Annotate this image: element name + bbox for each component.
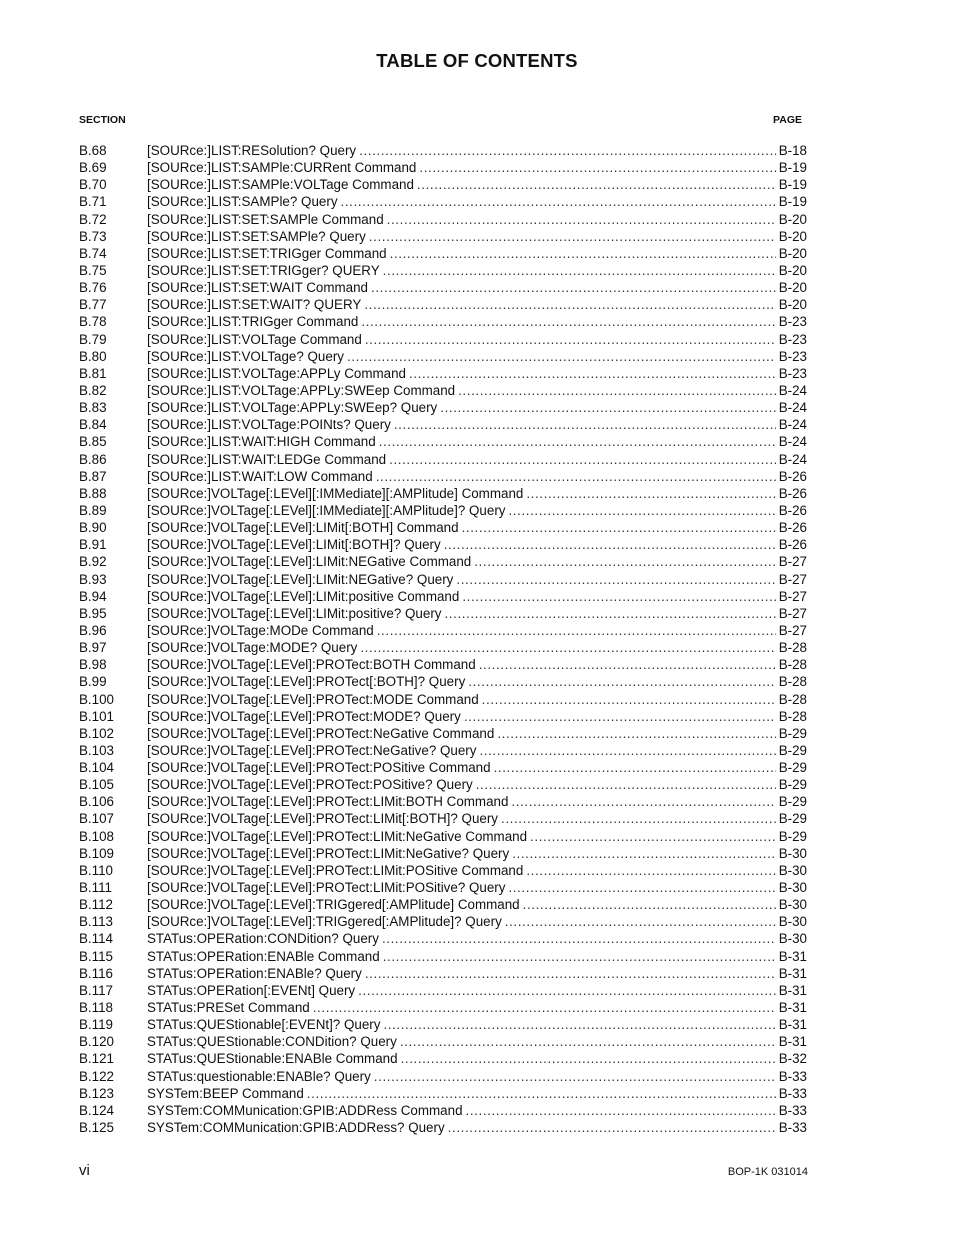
- toc-entry-number: B.100: [79, 691, 114, 707]
- toc-entry[interactable]: [79, 553, 807, 570]
- dot-leader: [347, 348, 776, 365]
- toc-entry-number: B.115: [79, 948, 113, 964]
- toc-entry-number: B.77: [79, 297, 107, 313]
- toc-entry-title: [SOURce:]LIST:VOLTage? Query: [147, 348, 344, 364]
- toc-entry[interactable]: [79, 536, 807, 553]
- dot-leader: [419, 159, 775, 176]
- dot-leader: [526, 485, 775, 502]
- toc-entry-page: B-20: [778, 280, 807, 296]
- toc-entry-number: B.101: [79, 708, 114, 724]
- toc-entry-number: B.116: [79, 965, 113, 981]
- toc-entry[interactable]: [79, 142, 807, 159]
- toc-list: [79, 142, 807, 1136]
- toc-entry-title: [SOURce:]VOLTage[:LEVel]:LIMit:positive Command: [147, 588, 460, 604]
- toc-entry[interactable]: [79, 1050, 807, 1067]
- toc-entry-title: [SOURce:]VOLTage[:LEVel]:PROTect:NeGative? Query: [147, 742, 477, 758]
- toc-entry-page: B-28: [778, 657, 807, 673]
- toc-entry[interactable]: [79, 245, 807, 262]
- toc-entry-title: [SOURce:]LIST:SET:WAIT? QUERY: [147, 297, 362, 313]
- toc-entry-number: B.85: [79, 434, 107, 450]
- section-column-header: SECTION: [79, 114, 126, 126]
- toc-entry-number: B.90: [79, 520, 107, 536]
- dot-leader: [462, 588, 775, 605]
- dot-leader: [369, 228, 776, 245]
- toc-entry[interactable]: [79, 776, 807, 793]
- toc-entry-page: B-20: [778, 245, 807, 261]
- dot-leader: [382, 930, 776, 947]
- toc-entry-title: STATus:QUEStionable:CONDition? Query: [147, 1034, 397, 1050]
- toc-entry-title: [SOURce:]LIST:SET:TRIGger Command: [147, 245, 387, 261]
- toc-entry-page: B-20: [778, 211, 807, 227]
- dot-leader: [341, 193, 776, 210]
- toc-entry-page: B-29: [778, 828, 807, 844]
- toc-entry-page: B-30: [778, 897, 807, 913]
- toc-entry[interactable]: [79, 639, 807, 656]
- toc-entry-number: B.97: [79, 640, 107, 656]
- toc-entry-number: B.114: [79, 931, 113, 947]
- toc-entry-page: B-30: [778, 862, 807, 878]
- toc-entry-title: [SOURce:]VOLTage[:LEVel]:LIMit:NEGative Command: [147, 554, 472, 570]
- dot-leader: [374, 1068, 776, 1085]
- toc-entry-number: B.86: [79, 451, 107, 467]
- toc-entry[interactable]: [79, 1016, 807, 1033]
- dot-leader: [440, 399, 775, 416]
- toc-entry[interactable]: [79, 656, 807, 673]
- dot-leader: [474, 553, 775, 570]
- toc-entry[interactable]: [79, 451, 807, 468]
- toc-entry-title: [SOURce:]VOLTage[:LEVel]:PROTect:NeGative Command: [147, 725, 495, 741]
- dot-leader: [389, 451, 776, 468]
- toc-entry[interactable]: [79, 622, 807, 639]
- toc-entry-title: [SOURce:]VOLTage[:LEVel]:TRIGgered[:AMPlitude] Command: [147, 897, 520, 913]
- dot-leader: [468, 673, 775, 690]
- dot-leader: [511, 793, 775, 810]
- toc-entry-page: B-31: [778, 1000, 807, 1016]
- toc-entry-number: B.103: [79, 742, 114, 758]
- toc-entry-number: B.76: [79, 280, 107, 296]
- page-column-header: PAGE: [773, 114, 802, 126]
- toc-entry-title: [SOURce:]VOLTage[:LEVel]:PROTect:MODE Command: [147, 691, 479, 707]
- toc-entry-page: B-29: [778, 760, 807, 776]
- toc-entry[interactable]: [79, 502, 807, 519]
- toc-entry-title: [SOURce:]VOLTage[:LEVel]:PROTect:LIMit:POSitive? Query: [147, 880, 506, 896]
- toc-entry[interactable]: [79, 193, 807, 210]
- toc-entry-number: B.119: [79, 1017, 113, 1033]
- toc-entry-title: [SOURce:]LIST:SET:SAMPle Command: [147, 211, 384, 227]
- dot-leader: [390, 245, 776, 262]
- dot-leader: [383, 1016, 775, 1033]
- toc-entry-number: B.123: [79, 1085, 114, 1101]
- toc-entry-title: [SOURce:]LIST:VOLTage Command: [147, 331, 362, 347]
- toc-entry-number: B.120: [79, 1034, 114, 1050]
- toc-entry-title: STATus:PRESet Command: [147, 1000, 310, 1016]
- toc-entry[interactable]: [79, 810, 807, 827]
- toc-entry-number: B.113: [79, 914, 113, 930]
- toc-entry-title: [SOURce:]VOLTage[:LEVel]:LIMit:positive? Query: [147, 605, 442, 621]
- toc-entry-title: STATus:OPERation:ENABle Command: [147, 948, 380, 964]
- toc-entry[interactable]: [79, 1102, 807, 1119]
- toc-entry-page: B-24: [778, 417, 807, 433]
- toc-entry-number: B.122: [79, 1068, 114, 1084]
- toc-entry[interactable]: [79, 759, 807, 776]
- toc-entry-number: B.94: [79, 588, 107, 604]
- dot-leader: [508, 879, 775, 896]
- toc-entry[interactable]: [79, 913, 807, 930]
- dot-leader: [365, 965, 776, 982]
- toc-entry-title: [SOURce:]LIST:SAMPle:VOLTage Command: [147, 177, 414, 193]
- toc-entry-number: B.108: [79, 828, 114, 844]
- dot-leader: [508, 502, 775, 519]
- toc-entry-page: B-20: [778, 262, 807, 278]
- toc-entry-title: [SOURce:]VOLTage[:LEVel]:LIMit:NEGative? Query: [147, 571, 454, 587]
- toc-entry-page: B-23: [778, 314, 807, 330]
- dot-leader: [448, 1119, 776, 1136]
- toc-entry[interactable]: [79, 896, 807, 913]
- toc-entry-title: [SOURce:]VOLTage:MODE? Query: [147, 640, 358, 656]
- toc-entry-title: [SOURce:]VOLTage[:LEVel]:PROTect:LIMit:BOTH Command: [147, 794, 509, 810]
- toc-entry-title: [SOURce:]VOLTage[:LEVel]:PROTect[:BOTH]? Query: [147, 674, 466, 690]
- toc-entry-title: [SOURce:]VOLTage[:LEVel]:PROTect:BOTH Command: [147, 657, 476, 673]
- dot-leader: [401, 1050, 776, 1067]
- toc-entry-page: B-26: [778, 485, 807, 501]
- toc-entry-title: [SOURce:]VOLTage[:LEVel]:PROTect:LIMit:POSitive Command: [147, 862, 524, 878]
- toc-entry-page: B-20: [778, 228, 807, 244]
- toc-entry-number: B.118: [79, 1000, 113, 1016]
- toc-entry-number: B.92: [79, 554, 107, 570]
- dot-leader: [494, 759, 776, 776]
- toc-entry-title: [SOURce:]VOLTage[:LEVel]:LIMit[:BOTH]? Query: [147, 537, 441, 553]
- toc-entry-page: B-27: [778, 622, 807, 638]
- toc-entry-title: [SOURce:]LIST:SAMPle:CURRent Command: [147, 160, 417, 176]
- toc-entry-page: B-31: [778, 982, 807, 998]
- toc-entry-page: B-19: [778, 177, 807, 193]
- toc-entry[interactable]: [79, 211, 807, 228]
- toc-entry-page: B-33: [778, 1085, 807, 1101]
- toc-entry-page: B-24: [778, 434, 807, 450]
- toc-entry[interactable]: [79, 331, 807, 348]
- dot-leader: [365, 331, 776, 348]
- dot-leader: [512, 845, 776, 862]
- toc-entry[interactable]: [79, 828, 807, 845]
- footer-page-number: vi: [79, 1162, 90, 1179]
- toc-entry[interactable]: [79, 793, 807, 810]
- toc-entry-page: B-20: [778, 297, 807, 313]
- toc-entry-number: B.102: [79, 725, 114, 741]
- toc-entry-page: B-28: [778, 640, 807, 656]
- toc-entry[interactable]: [79, 879, 807, 896]
- toc-entry-page: B-27: [778, 554, 807, 570]
- toc-entry[interactable]: [79, 588, 807, 605]
- toc-entry[interactable]: [79, 605, 807, 622]
- dot-leader: [394, 416, 776, 433]
- footer-doc-id: BOP-1K 031014: [727, 1166, 808, 1178]
- toc-entry[interactable]: [79, 725, 807, 742]
- toc-entry-title: [SOURce:]VOLTage[:LEVel]:PROTect:LIMit[:BOTH]? Query: [147, 811, 499, 827]
- dot-leader: [379, 433, 776, 450]
- toc-entry-page: B-24: [778, 451, 807, 467]
- toc-entry[interactable]: [79, 1119, 807, 1136]
- toc-entry-number: B.74: [79, 245, 107, 261]
- toc-entry[interactable]: [79, 176, 807, 193]
- toc-entry[interactable]: [79, 948, 807, 965]
- toc-entry-number: B.125: [79, 1120, 114, 1136]
- toc-entry-title: [SOURce:]LIST:WAIT:HIGH Command: [147, 434, 376, 450]
- toc-entry-title: [SOURce:]LIST:RESolution? Query: [147, 143, 357, 158]
- toc-entry-number: B.83: [79, 400, 107, 416]
- dot-leader: [526, 862, 775, 879]
- toc-entry[interactable]: [79, 1033, 807, 1050]
- toc-entry-title: [SOURce:]LIST:VOLTage:APPLy:SWEep? Query: [147, 400, 438, 416]
- toc-entry[interactable]: [79, 262, 807, 279]
- dot-leader: [364, 296, 775, 313]
- dot-leader: [400, 1033, 776, 1050]
- dot-leader: [479, 656, 776, 673]
- toc-entry[interactable]: [79, 691, 807, 708]
- dot-leader: [358, 982, 776, 999]
- toc-entry[interactable]: [79, 930, 807, 947]
- toc-entry-number: B.99: [79, 674, 107, 690]
- toc-entry-number: B.96: [79, 622, 107, 638]
- toc-entry-number: B.75: [79, 262, 107, 278]
- dot-leader: [530, 828, 776, 845]
- dot-leader: [444, 605, 775, 622]
- toc-entry-number: B.107: [79, 811, 114, 827]
- toc-entry[interactable]: [79, 965, 807, 982]
- toc-entry-title: [SOURce:]VOLTage[:LEVel]:PROTect:POSitive Command: [147, 760, 491, 776]
- toc-entry[interactable]: [79, 999, 807, 1016]
- toc-entry-title: STATus:QUEStionable:ENABle Command: [147, 1051, 398, 1067]
- dot-leader: [523, 896, 776, 913]
- dot-leader: [497, 725, 775, 742]
- toc-entry-page: B-23: [778, 348, 807, 364]
- toc-entry[interactable]: [79, 1068, 807, 1085]
- toc-entry[interactable]: [79, 1085, 807, 1102]
- toc-entry-page: B-26: [778, 468, 807, 484]
- dot-leader: [462, 519, 776, 536]
- toc-entry[interactable]: [79, 382, 807, 399]
- dot-leader: [409, 365, 776, 382]
- toc-entry-page: B-26: [778, 502, 807, 518]
- toc-entry[interactable]: [79, 159, 807, 176]
- toc-entry-number: B.70: [79, 177, 107, 193]
- toc-entry-page: B-23: [778, 365, 807, 381]
- toc-entry-title: [SOURce:]VOLTage[:LEVel]:PROTect:LIMit:NeGative? Query: [147, 845, 510, 861]
- toc-entry[interactable]: [79, 433, 807, 450]
- toc-entry-title: [SOURce:]LIST:SET:TRIGger? QUERY: [147, 262, 380, 278]
- toc-entry-title: STATus:OPERation:ENABle? Query: [147, 965, 362, 981]
- toc-entry-number: B.82: [79, 382, 107, 398]
- toc-entry-number: B.93: [79, 571, 107, 587]
- toc-entry-number: B.112: [79, 897, 113, 913]
- toc-entry[interactable]: [79, 862, 807, 879]
- toc-entry-page: B-31: [778, 948, 807, 964]
- dot-leader: [377, 622, 776, 639]
- toc-entry[interactable]: [79, 708, 807, 725]
- toc-entry[interactable]: [79, 313, 807, 330]
- toc-entry-number: B.98: [79, 657, 107, 673]
- dot-leader: [387, 211, 776, 228]
- toc-entry-page: B-28: [778, 674, 807, 690]
- toc-entry-page: B-29: [778, 742, 807, 758]
- toc-entry-number: B.110: [79, 862, 113, 878]
- dot-leader: [371, 279, 776, 296]
- toc-entry-page: B-32: [778, 1051, 807, 1067]
- toc-entry-page: B-26: [778, 537, 807, 553]
- toc-entry-number: B.121: [79, 1051, 114, 1067]
- toc-entry-title: SYSTem:COMMunication:GPIB:ADDRess Command: [147, 1102, 463, 1118]
- toc-entry-number: B.84: [79, 417, 107, 433]
- toc-entry-number: B.89: [79, 502, 107, 518]
- toc-entry-title: [SOURce:]VOLTage:MODe Command: [147, 622, 374, 638]
- toc-entry-number: B.105: [79, 777, 114, 793]
- dot-leader: [307, 1085, 776, 1102]
- toc-entry-title: [SOURce:]VOLTage[:LEVel]:PROTect:MODE? Query: [147, 708, 461, 724]
- toc-entry[interactable]: [79, 399, 807, 416]
- toc-entry-title: [SOURce:]VOLTage[:LEVel]:LIMit[:BOTH] Command: [147, 520, 459, 536]
- toc-entry-title: [SOURce:]LIST:WAIT:LEDGe Command: [147, 451, 387, 467]
- toc-entry-page: B-31: [778, 1034, 807, 1050]
- toc-entry-number: B.124: [79, 1102, 114, 1118]
- dot-leader: [456, 571, 775, 588]
- toc-entry-title: [SOURce:]LIST:VOLTage:POINts? Query: [147, 417, 391, 433]
- toc-entry-number: B.109: [79, 845, 114, 861]
- toc-entry[interactable]: [79, 348, 807, 365]
- dot-leader: [383, 948, 776, 965]
- toc-entry[interactable]: [79, 742, 807, 759]
- toc-entry[interactable]: [79, 519, 807, 536]
- toc-entry-title: [SOURce:]LIST:TRIGger Command: [147, 314, 359, 330]
- toc-entry-page: B-33: [778, 1102, 807, 1118]
- toc-entry-title: STATus:questionable:ENABle? Query: [147, 1068, 371, 1084]
- toc-entry-title: SYSTem:COMMunication:GPIB:ADDRess? Query: [147, 1120, 445, 1136]
- toc-entry-page: B-30: [778, 931, 807, 947]
- toc-entry-page: B-19: [778, 160, 807, 176]
- toc-entry-title: [SOURce:]LIST:VOLTage:APPLy:SWEep Command: [147, 382, 456, 398]
- toc-entry-page: B-33: [778, 1068, 807, 1084]
- toc-entry-page: B-28: [778, 691, 807, 707]
- toc-entry-page: B-31: [778, 1017, 807, 1033]
- dot-leader: [482, 691, 776, 708]
- toc-entry-page: B-23: [778, 331, 807, 347]
- toc-entry-page: B-27: [778, 588, 807, 604]
- toc-entry-number: B.78: [79, 314, 107, 330]
- toc-entry-number: B.80: [79, 348, 107, 364]
- dot-leader: [383, 262, 776, 279]
- toc-entry-number: B.73: [79, 228, 107, 244]
- toc-entry-page: B-30: [778, 914, 807, 930]
- toc-entry[interactable]: [79, 279, 807, 296]
- toc-entry-number: B.71: [79, 194, 107, 210]
- toc-entry-page: B-28: [778, 708, 807, 724]
- toc-entry-title: [SOURce:]VOLTage[:LEVel]:PROTect:LIMit:NeGative Command: [147, 828, 528, 844]
- toc-entry-number: B.95: [79, 605, 107, 621]
- dot-leader: [417, 176, 776, 193]
- toc-entry-number: B.81: [79, 365, 107, 381]
- toc-entry[interactable]: [79, 845, 807, 862]
- toc-entry-title: [SOURce:]LIST:WAIT:LOW Command: [147, 468, 373, 484]
- toc-entry-page: B-29: [778, 725, 807, 741]
- toc-entry-title: [SOURce:]LIST:SET:WAIT Command: [147, 280, 369, 296]
- toc-entry-number: B.68: [79, 143, 107, 158]
- toc-entry-number: B.91: [79, 537, 107, 553]
- dot-leader: [360, 639, 775, 656]
- toc-entry-title: STATus:OPERation:CONDition? Query: [147, 931, 379, 947]
- toc-entry-number: B.111: [79, 880, 113, 896]
- page-title: TABLE OF CONTENTS: [376, 50, 578, 71]
- toc-entry-page: B-29: [778, 794, 807, 810]
- toc-entry[interactable]: [79, 296, 807, 313]
- dot-leader: [313, 999, 776, 1016]
- dot-leader: [479, 742, 775, 759]
- toc-entry-number: B.104: [79, 760, 114, 776]
- toc-entry-number: B.79: [79, 331, 107, 347]
- dot-leader: [466, 1102, 776, 1119]
- toc-entry-page: B-27: [778, 605, 807, 621]
- toc-entry-page: B-30: [778, 845, 807, 861]
- toc-entry-page: B-27: [778, 571, 807, 587]
- toc-entry-page: B-33: [778, 1120, 807, 1136]
- toc-entry-title: STATus:QUEStionable[:EVENt]? Query: [147, 1017, 381, 1033]
- toc-entry-page: B-30: [778, 880, 807, 896]
- dot-leader: [501, 810, 776, 827]
- toc-entry-title: STATus:OPERation[:EVENt] Query: [147, 982, 356, 998]
- toc-entry-title: [SOURce:]LIST:SET:SAMPle? Query: [147, 228, 366, 244]
- toc-entry-number: B.117: [79, 982, 113, 998]
- toc-entry-number: B.87: [79, 468, 107, 484]
- dot-leader: [359, 142, 776, 159]
- toc-entry-number: B.69: [79, 160, 107, 176]
- toc-entry-page: B-26: [778, 520, 807, 536]
- toc-entry-page: B-19: [778, 194, 807, 210]
- dot-leader: [444, 536, 776, 553]
- toc-entry-number: B.72: [79, 211, 107, 227]
- toc-entry-page: B-18: [778, 143, 807, 158]
- toc-entry[interactable]: [79, 365, 807, 382]
- toc-entry-page: B-29: [778, 811, 807, 827]
- toc-entry[interactable]: [79, 571, 807, 588]
- toc-entry-page: B-31: [778, 965, 807, 981]
- dot-leader: [476, 776, 776, 793]
- dot-leader: [458, 382, 776, 399]
- toc-entry-title: [SOURce:]LIST:SAMPle? Query: [147, 194, 338, 210]
- toc-entry[interactable]: [79, 468, 807, 485]
- toc-entry-title: [SOURce:]VOLTage[:LEVel][:IMMediate][:AMPlitude] Command: [147, 485, 524, 501]
- toc-entry-page: B-24: [778, 382, 807, 398]
- toc-entry-number: B.88: [79, 485, 107, 501]
- toc-entry[interactable]: [79, 673, 807, 690]
- toc-entry[interactable]: [79, 485, 807, 502]
- toc-entry[interactable]: [79, 982, 807, 999]
- toc-entry-number: B.106: [79, 794, 114, 810]
- dot-leader: [361, 313, 775, 330]
- dot-leader: [376, 468, 776, 485]
- toc-entry-title: [SOURce:]VOLTage[:LEVel][:IMMediate][:AMPlitude]? Query: [147, 502, 506, 518]
- toc-entry-title: [SOURce:]VOLTage[:LEVel]:PROTect:POSitive? Query: [147, 777, 473, 793]
- toc-entry[interactable]: [79, 416, 807, 433]
- toc-entry-page: B-29: [778, 777, 807, 793]
- toc-entry-page: B-24: [778, 400, 807, 416]
- toc-entry-title: [SOURce:]VOLTage[:LEVel]:TRIGgered[:AMPlitude]? Query: [147, 914, 502, 930]
- toc-entry[interactable]: [79, 228, 807, 245]
- toc-entry-title: SYSTem:BEEP Command: [147, 1085, 304, 1101]
- toc-entry-title: [SOURce:]LIST:VOLTage:APPLy Command: [147, 365, 406, 381]
- dot-leader: [505, 913, 776, 930]
- dot-leader: [464, 708, 776, 725]
